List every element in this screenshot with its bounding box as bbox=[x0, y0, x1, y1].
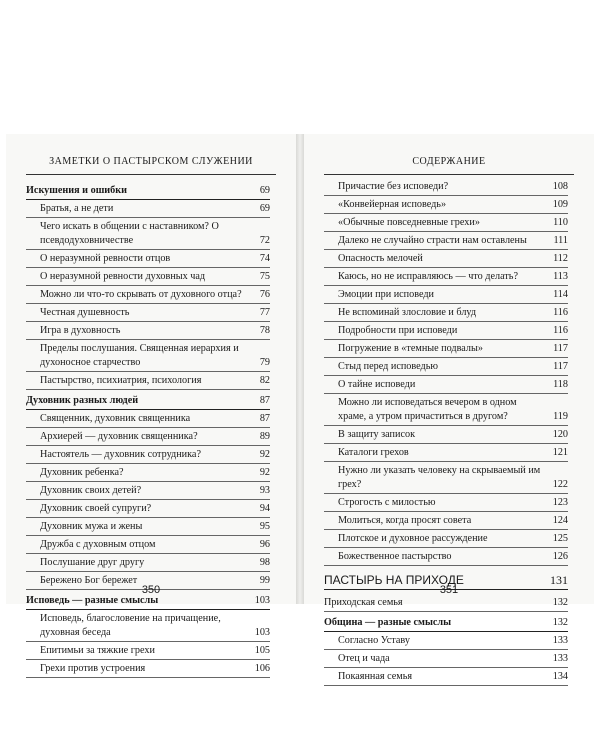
toc-entry-title: ПАСТЫРЬ НА ПРИХОДЕ bbox=[324, 573, 464, 587]
toc-entry bbox=[26, 448, 270, 464]
toc-entry bbox=[26, 342, 270, 372]
toc-entry bbox=[26, 270, 270, 286]
toc-entry-page: 103 bbox=[254, 627, 270, 638]
toc-entry-page: 132 bbox=[552, 597, 568, 608]
toc-entry-page: 131 bbox=[550, 573, 568, 587]
toc-entry-title: Каюсь, но не исправляюсь — что делать? bbox=[338, 271, 518, 282]
toc-entry-page: 123 bbox=[552, 497, 568, 508]
toc-entry-title: Грехи против устроения bbox=[40, 663, 146, 674]
toc-entry-title: Можно ли что-то скрывать от духовного отца? bbox=[40, 289, 242, 300]
header-rule bbox=[324, 174, 574, 175]
toc-entry-page: 96 bbox=[259, 539, 270, 550]
toc-entry-page: 116 bbox=[553, 307, 568, 318]
toc-entry-page: 87 bbox=[259, 413, 270, 424]
running-head-right: СОДЕРЖАНИЕ bbox=[412, 156, 486, 167]
toc-entry-title: Священник, духовник священника bbox=[40, 413, 191, 424]
toc-entry bbox=[324, 252, 568, 268]
header-rule bbox=[26, 174, 276, 175]
toc-entry-page: 134 bbox=[552, 671, 568, 682]
toc-entry-title: Пределы послушания. Священная иерархия и духоносное старчество bbox=[40, 343, 239, 368]
toc-entry-title: Эмоции при исповеди bbox=[338, 289, 435, 300]
toc-entry-title: «Конвейерная исповедь» bbox=[338, 199, 447, 210]
toc-entry-page: 74 bbox=[259, 253, 270, 264]
toc-entry-title: Пастырство, психиатрия, психология bbox=[40, 375, 202, 386]
toc-entry bbox=[324, 360, 568, 376]
toc-entry bbox=[324, 464, 568, 494]
toc-entry-page: 119 bbox=[553, 411, 568, 422]
toc-entry-page: 117 bbox=[553, 343, 568, 354]
toc-entry-title: Отец и чада bbox=[338, 653, 390, 664]
toc-entry-title: Опасность мелочей bbox=[338, 253, 423, 264]
toc-entry-page: 72 bbox=[259, 235, 270, 246]
toc-entry bbox=[26, 412, 270, 428]
toc-entry-title: Община — разные смыслы bbox=[324, 617, 452, 628]
toc-entry bbox=[26, 324, 270, 340]
toc-entry-title: Стыд перед исповедью bbox=[338, 361, 438, 372]
toc-entry-title: Послушание друг другу bbox=[40, 557, 145, 568]
right-page bbox=[304, 134, 594, 682]
toc-entry-title: Плотское и духовное рассуждение bbox=[338, 533, 488, 544]
toc-entry bbox=[324, 634, 568, 650]
toc-entry-page: 125 bbox=[552, 533, 568, 544]
toc-entry-page: 117 bbox=[553, 361, 568, 372]
toc-entry-page: 69 bbox=[259, 203, 270, 214]
toc-entry bbox=[26, 430, 270, 446]
toc-entry bbox=[26, 466, 270, 482]
toc-entry-title: Искушения и ошибки bbox=[26, 185, 127, 196]
toc-entry-page: 69 bbox=[259, 185, 270, 196]
book-gutter bbox=[296, 134, 304, 604]
toc-entry-title: Бережено Бог бережет bbox=[40, 575, 138, 586]
toc-entry-page: 126 bbox=[552, 551, 568, 562]
toc-entry-page: 118 bbox=[553, 379, 568, 390]
toc-entry-title: О неразумной ревности духовных чад bbox=[40, 271, 206, 282]
toc-entry bbox=[324, 652, 568, 668]
toc-entry-title: О неразумной ревности отцов bbox=[40, 253, 171, 264]
book-spread bbox=[0, 134, 600, 682]
toc-entry-page: 121 bbox=[552, 447, 568, 458]
toc-list-left bbox=[26, 180, 270, 680]
toc-entry-title: В защиту записок bbox=[338, 429, 416, 440]
toc-entry bbox=[324, 198, 568, 214]
toc-entry-title: Архиерей — духовник священника? bbox=[40, 431, 198, 442]
toc-entry-title: Игра в духовность bbox=[40, 325, 121, 336]
toc-entry-title: Духовник разных людей bbox=[26, 395, 139, 406]
toc-entry-title: Духовник ребенка? bbox=[40, 467, 124, 478]
left-page bbox=[6, 134, 296, 674]
toc-entry-title: Духовник мужа и жены bbox=[40, 521, 143, 532]
toc-entry-page: 93 bbox=[259, 485, 270, 496]
toc-entry-page: 122 bbox=[552, 479, 568, 490]
toc-entry-title: Нужно ли указать человеку на скрываемый им грех? bbox=[338, 465, 541, 490]
toc-entry-title: Можно ли исповедаться вечером в одном храме, а утром причаститься в другом? bbox=[338, 397, 517, 422]
toc-entry-title: Чего искать в общении с наставником? О псевдодуховничестве bbox=[40, 221, 219, 246]
toc-entry bbox=[26, 662, 270, 678]
toc-entry-title: «Обычные повседневные грехи» bbox=[338, 217, 480, 228]
toc-entry-title: Духовник своих детей? bbox=[40, 485, 142, 496]
page-number-left: 350 bbox=[141, 584, 161, 596]
toc-entry-title: Молиться, когда просят совета bbox=[338, 515, 472, 526]
toc-entry-title: Дружба с духовным отцом bbox=[40, 539, 156, 550]
toc-entry-title: Каталоги грехов bbox=[338, 447, 409, 458]
toc-entry bbox=[26, 202, 270, 218]
toc-entry-page: 109 bbox=[552, 199, 568, 210]
toc-entry bbox=[324, 216, 568, 232]
toc-entry-page: 98 bbox=[259, 557, 270, 568]
toc-entry-title: Настоятель — духовник сотрудника? bbox=[40, 449, 201, 460]
toc-entry-page: 82 bbox=[259, 375, 270, 386]
toc-entry-page: 106 bbox=[254, 663, 270, 674]
toc-entry-page: 103 bbox=[254, 595, 270, 606]
toc-entry bbox=[324, 616, 568, 632]
toc-entry bbox=[324, 514, 568, 530]
toc-entry-page: 87 bbox=[259, 395, 270, 406]
toc-entry-page: 99 bbox=[259, 575, 270, 586]
toc-entry-page: 133 bbox=[552, 653, 568, 664]
toc-entry bbox=[324, 288, 568, 304]
toc-entry-page: 108 bbox=[552, 181, 568, 192]
toc-entry bbox=[324, 324, 568, 340]
toc-entry bbox=[26, 556, 270, 572]
toc-entry-page: 120 bbox=[552, 429, 568, 440]
toc-entry bbox=[26, 184, 270, 200]
toc-entry bbox=[26, 594, 270, 610]
toc-entry bbox=[324, 378, 568, 394]
toc-list-right bbox=[324, 180, 568, 688]
toc-entry-page: 92 bbox=[259, 449, 270, 460]
toc-entry bbox=[26, 612, 270, 642]
toc-entry-page: 132 bbox=[552, 617, 568, 628]
toc-entry-page: 75 bbox=[259, 271, 270, 282]
toc-entry bbox=[324, 396, 568, 426]
toc-entry-page: 112 bbox=[553, 253, 568, 264]
toc-entry-title: Погружение в «темные подвалы» bbox=[338, 343, 483, 354]
toc-entry bbox=[324, 342, 568, 358]
toc-entry bbox=[26, 394, 270, 410]
toc-entry-title: Духовник своей супруги? bbox=[40, 503, 152, 514]
toc-entry-page: 133 bbox=[552, 635, 568, 646]
toc-entry bbox=[26, 538, 270, 554]
toc-entry bbox=[324, 532, 568, 548]
toc-entry bbox=[26, 252, 270, 268]
toc-entry-page: 110 bbox=[553, 217, 568, 228]
toc-entry bbox=[324, 234, 568, 250]
toc-entry bbox=[324, 180, 568, 196]
toc-entry-page: 79 bbox=[259, 357, 270, 368]
toc-entry bbox=[324, 446, 568, 462]
toc-entry-title: Исповедь, благословение на причащение, духовная беседа bbox=[40, 613, 221, 638]
page-number-right: 351 bbox=[439, 584, 459, 596]
toc-entry-title: Подробности при исповеди bbox=[338, 325, 458, 336]
toc-entry-title: Приходская семья bbox=[324, 597, 403, 608]
toc-entry-title: Покаянная семья bbox=[338, 671, 413, 682]
toc-entry bbox=[26, 484, 270, 500]
toc-entry bbox=[324, 306, 568, 322]
toc-entry bbox=[26, 520, 270, 536]
toc-entry-title: Причастие без исповеди? bbox=[338, 181, 449, 192]
toc-entry-page: 94 bbox=[259, 503, 270, 514]
toc-entry bbox=[26, 502, 270, 518]
toc-entry bbox=[324, 596, 568, 612]
toc-entry bbox=[324, 496, 568, 512]
toc-entry-title: Не вспоминай злословие и блуд bbox=[338, 307, 477, 318]
toc-entry-page: 78 bbox=[259, 325, 270, 336]
toc-entry-page: 114 bbox=[553, 289, 568, 300]
toc-entry-page: 111 bbox=[553, 235, 568, 246]
toc-entry-page: 124 bbox=[552, 515, 568, 526]
toc-entry-page: 76 bbox=[259, 289, 270, 300]
toc-entry-page: 89 bbox=[259, 431, 270, 442]
toc-entry-page: 105 bbox=[254, 645, 270, 656]
toc-entry-page: 95 bbox=[259, 521, 270, 532]
toc-entry bbox=[26, 220, 270, 250]
toc-entry-title: Честная душевность bbox=[40, 307, 130, 318]
toc-entry-title: Исповедь — разные смыслы bbox=[26, 595, 159, 606]
toc-entry bbox=[26, 306, 270, 322]
toc-entry bbox=[26, 288, 270, 304]
toc-entry-page: 92 bbox=[259, 467, 270, 478]
toc-entry bbox=[324, 550, 568, 566]
toc-entry-title: О тайне исповеди bbox=[338, 379, 416, 390]
toc-entry-page: 77 bbox=[259, 307, 270, 318]
toc-entry-title: Согласно Уставу bbox=[338, 635, 410, 646]
toc-entry bbox=[324, 670, 568, 686]
toc-entry-title: Строгость с милостью bbox=[338, 497, 436, 508]
toc-entry bbox=[26, 644, 270, 660]
toc-entry bbox=[324, 428, 568, 444]
toc-entry-title: Епитимьи за тяжкие грехи bbox=[40, 645, 155, 656]
running-head-left: ЗАМЕТКИ О ПАСТЫРСКОМ СЛУЖЕНИИ bbox=[49, 156, 253, 167]
toc-entry-page: 113 bbox=[553, 271, 568, 282]
toc-entry-title: Божественное пастырство bbox=[338, 551, 452, 562]
toc-entry bbox=[324, 270, 568, 286]
toc-entry-title: Братья, а не дети bbox=[40, 203, 114, 214]
toc-entry bbox=[26, 374, 270, 390]
toc-entry-title: Далеко не случайно страсти нам оставлены bbox=[338, 235, 527, 246]
toc-entry-page: 116 bbox=[553, 325, 568, 336]
